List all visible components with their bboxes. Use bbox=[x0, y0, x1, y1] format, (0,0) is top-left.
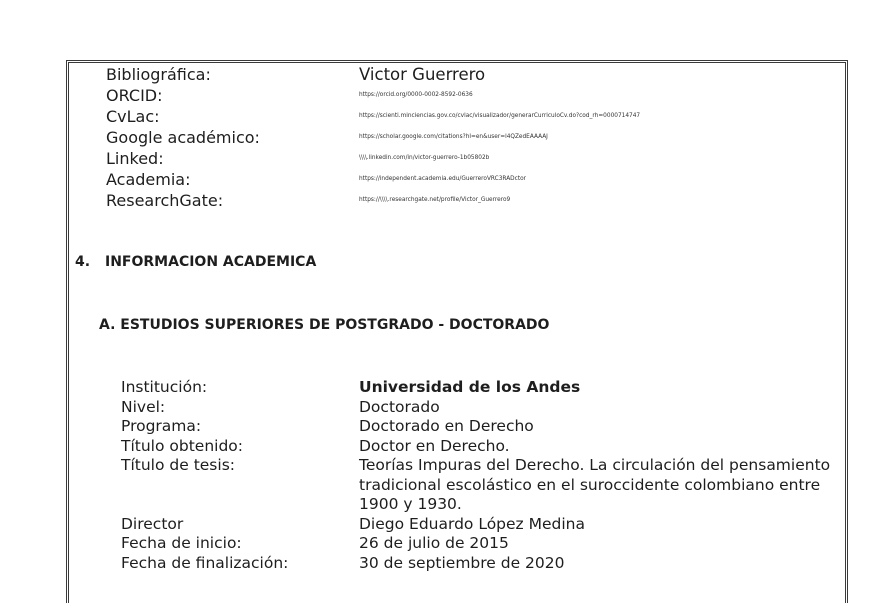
section-number: 4. bbox=[75, 254, 91, 270]
profile-label: Google académico: bbox=[106, 128, 260, 147]
fin-value: 30 de septiembre de 2020 bbox=[359, 553, 565, 572]
subsection-heading: A. ESTUDIOS SUPERIORES DE POSTGRADO - DOCTORADO bbox=[99, 317, 550, 333]
titulo-label: Título obtenido: bbox=[121, 436, 244, 455]
section-title: INFORMACION ACADEMICA bbox=[105, 254, 317, 270]
profile-label: ORCID: bbox=[106, 86, 163, 105]
inicio-value: 26 de julio de 2015 bbox=[359, 534, 509, 552]
academic-row-inicio bbox=[121, 534, 839, 554]
profile-label: Bibliográfica: bbox=[106, 65, 211, 84]
nivel-label: Nivel: bbox=[121, 397, 166, 416]
profile-link[interactable]: https://independent.academia.edu/GuerreroVRC3RADctor bbox=[359, 176, 527, 182]
academic-row-titulo bbox=[121, 437, 839, 457]
titulo-value: Doctor en Derecho. bbox=[359, 436, 510, 455]
programa-label: Programa: bbox=[121, 417, 202, 435]
institucion-label: Institución: bbox=[121, 378, 208, 396]
academic-row-nivel bbox=[121, 398, 839, 418]
profile-value: Victor Guerrero bbox=[359, 65, 486, 84]
profile-label: CvLac: bbox=[106, 107, 160, 126]
profile-label: ResearchGate: bbox=[106, 191, 224, 210]
inicio-label: Fecha de inicio: bbox=[121, 534, 242, 552]
profile-link[interactable]: https://scholar.google.com/citations?hl=en&user=l4QZedEAAAAJ bbox=[359, 134, 548, 140]
director-value: Diego Eduardo López Medina bbox=[359, 514, 585, 533]
academic-row-director bbox=[121, 515, 839, 535]
academic-row-fin bbox=[121, 554, 839, 574]
section-heading bbox=[75, 254, 316, 270]
profile-link[interactable]: \\\\.linkedin.com/in/victor-guerrero-1b05802b bbox=[359, 155, 490, 161]
institucion-value: Universidad de los Andes bbox=[359, 378, 581, 396]
programa-value: Doctorado en Derecho bbox=[359, 417, 534, 435]
profile-link[interactable]: https://\\\\.researchgate.net/profile/Victor_Guerrero9 bbox=[359, 197, 511, 203]
profile-label: Academia: bbox=[106, 170, 191, 189]
profile-label: Linked: bbox=[106, 149, 164, 168]
academic-row-institucion bbox=[121, 378, 839, 398]
director-label: Director bbox=[121, 514, 184, 533]
profile-link[interactable]: https://orcid.org/0000-0002-8592-0636 bbox=[359, 92, 473, 98]
fin-label: Fecha de finalización: bbox=[121, 553, 289, 572]
academic-details bbox=[121, 378, 839, 573]
tesis-value: Teorías Impuras del Derecho. La circulación del pensamiento tradicional escolástico en el suroccidente colombiano entre 1900 y 1930. bbox=[359, 456, 831, 513]
academic-row-programa bbox=[121, 417, 839, 437]
nivel-value: Doctorado bbox=[359, 397, 440, 416]
profile-link[interactable]: https://scienti.minciencias.gov.co/cvlac/visualizador/generarCurriculoCv.do?cod_rh=0000714747 bbox=[359, 113, 641, 119]
academic-row-tesis bbox=[121, 456, 839, 515]
tesis-label: Título de tesis: bbox=[121, 456, 235, 474]
